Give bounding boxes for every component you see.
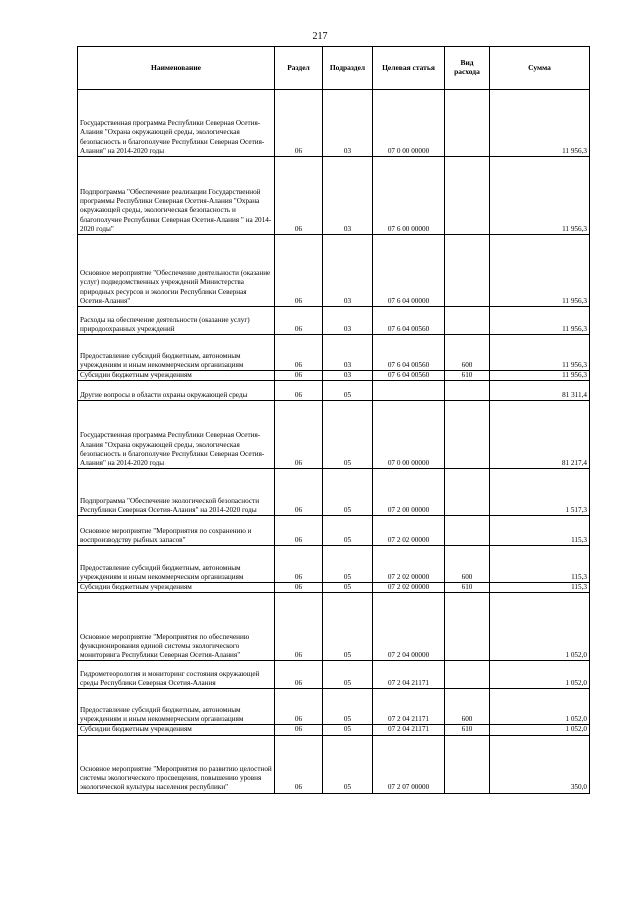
cell-expense-type: 610: [445, 583, 490, 593]
cell-name: Субсидии бюджетным учреждениям: [78, 371, 275, 381]
cell-name: Субсидии бюджетным учреждениям: [78, 725, 275, 735]
cell-sum: 11 956,3: [490, 157, 590, 235]
cell-expense-type: [445, 307, 490, 335]
cell-section: 06: [275, 401, 323, 469]
cell-name: Основное мероприятие "Обеспечение деятельности (оказание услуг) подведомственных учреждений Министерства природных ресурсов и экологии Республики Северная Осетия-Алания": [78, 235, 275, 307]
table-row: [78, 546, 590, 583]
cell-name: Основное мероприятие "Мероприятия по развитию целостной системы экологического просвещения, повышению уровня экологической культуры населения республики": [78, 735, 275, 793]
cell-sum: 11 956,3: [490, 90, 590, 157]
cell-name: Субсидии бюджетным учреждениям: [78, 583, 275, 593]
cell-subsection: 05: [323, 381, 373, 401]
cell-name: Основное мероприятие "Мероприятия по сохранению и воспроизводству рыбных запасов": [78, 516, 275, 546]
cell-subsection: 05: [323, 735, 373, 793]
cell-subsection: 05: [323, 469, 373, 516]
cell-sum: 1 052,0: [490, 593, 590, 661]
table-header-row: [78, 47, 590, 90]
cell-expense-type: 600: [445, 546, 490, 583]
table-row: [78, 516, 590, 546]
table-row: [78, 593, 590, 661]
cell-section: 06: [275, 661, 323, 689]
cell-expense-type: 600: [445, 335, 490, 371]
cell-section: 06: [275, 583, 323, 593]
cell-target: 07 0 00 00000: [373, 401, 445, 469]
cell-sum: 1 052,0: [490, 725, 590, 735]
cell-subsection: 03: [323, 307, 373, 335]
cell-target: 07 2 04 21171: [373, 725, 445, 735]
cell-target: 07 6 04 00000: [373, 235, 445, 307]
cell-name: Государственная программа Республики Северная Осетия-Алания "Охрана окружающей среды, экологическая безопасность и благополучие Республики Северная Осетия-Алания" на 2014-2020 годы: [78, 90, 275, 157]
table-row: [78, 90, 590, 157]
table-row: [78, 583, 590, 593]
cell-target: 07 2 04 00000: [373, 593, 445, 661]
cell-sum: 11 956,3: [490, 235, 590, 307]
cell-name: Другие вопросы в области охраны окружающей среды: [78, 381, 275, 401]
header-sum: Сумма: [490, 47, 590, 90]
cell-target: 07 6 04 00560: [373, 371, 445, 381]
cell-expense-type: [445, 661, 490, 689]
cell-subsection: 03: [323, 157, 373, 235]
header-subsection: Подраздел: [323, 47, 373, 90]
cell-expense-type: 600: [445, 689, 490, 725]
cell-subsection: 03: [323, 335, 373, 371]
cell-expense-type: 610: [445, 725, 490, 735]
table-row: [78, 661, 590, 689]
cell-section: 06: [275, 469, 323, 516]
cell-expense-type: [445, 90, 490, 157]
cell-name: Предоставление субсидий бюджетным, автономным учреждениям и иным некоммерческим организациям: [78, 546, 275, 583]
table-row: [78, 371, 590, 381]
table-row: [78, 689, 590, 725]
cell-section: 06: [275, 381, 323, 401]
header-expense-type: Вид расхода: [445, 47, 490, 90]
cell-section: 06: [275, 90, 323, 157]
cell-name: Гидрометеорология и мониторинг состояния окружающей среды Республики Северная Осетия-Алания: [78, 661, 275, 689]
cell-sum: 1 517,3: [490, 469, 590, 516]
table-row: [78, 235, 590, 307]
cell-sum: 81 217,4: [490, 401, 590, 469]
table-row: [78, 157, 590, 235]
header-section: Раздел: [275, 47, 323, 90]
cell-section: 06: [275, 335, 323, 371]
cell-subsection: 03: [323, 235, 373, 307]
cell-sum: 115,3: [490, 516, 590, 546]
budget-table: [77, 46, 590, 794]
table-row: [78, 725, 590, 735]
cell-section: 06: [275, 593, 323, 661]
cell-name: Подпрограмма "Обеспечение реализации Государственной программы Республики Северная Осетия-Алания "Охрана окружающей среды, экологическая безопасность и благополучие Республики Северная Осетия-Алания " на 2014-2020 годы": [78, 157, 275, 235]
cell-sum: 1 052,0: [490, 689, 590, 725]
cell-expense-type: [445, 401, 490, 469]
cell-target: 07 2 02 00000: [373, 583, 445, 593]
cell-target: 07 2 02 00000: [373, 516, 445, 546]
cell-expense-type: [445, 516, 490, 546]
cell-sum: 350,0: [490, 735, 590, 793]
table-row: [78, 335, 590, 371]
cell-section: 06: [275, 725, 323, 735]
cell-expense-type: 610: [445, 371, 490, 381]
cell-subsection: 05: [323, 516, 373, 546]
cell-target: 07 2 04 21171: [373, 689, 445, 725]
cell-name: Предоставление субсидий бюджетным, автономным учреждениям и иным некоммерческим организациям: [78, 335, 275, 371]
cell-expense-type: [445, 593, 490, 661]
cell-sum: 11 956,3: [490, 335, 590, 371]
cell-expense-type: [445, 735, 490, 793]
cell-name: Государственная программа Республики Северная Осетия-Алания "Охрана окружающей среды, экологическая безопасность и благополучие Республики Северная Осетия-Алания" на 2014-2020 годы: [78, 401, 275, 469]
table-row: [78, 381, 590, 401]
cell-subsection: 05: [323, 401, 373, 469]
cell-subsection: 05: [323, 546, 373, 583]
cell-subsection: 03: [323, 371, 373, 381]
cell-target: 07 0 00 00000: [373, 90, 445, 157]
cell-sum: 1 052,0: [490, 661, 590, 689]
table-body: [78, 90, 590, 794]
cell-subsection: 05: [323, 661, 373, 689]
page-number: 217: [312, 31, 328, 42]
cell-target: 07 2 07 00000: [373, 735, 445, 793]
cell-sum: 115,3: [490, 583, 590, 593]
cell-target: 07 2 04 21171: [373, 661, 445, 689]
cell-target: 07 6 04 00560: [373, 335, 445, 371]
table-row: [78, 469, 590, 516]
cell-subsection: 05: [323, 583, 373, 593]
cell-target: 07 6 04 00560: [373, 307, 445, 335]
cell-sum: 115,3: [490, 546, 590, 583]
table-row: [78, 307, 590, 335]
cell-section: 06: [275, 371, 323, 381]
cell-section: 06: [275, 235, 323, 307]
cell-sum: 81 311,4: [490, 381, 590, 401]
cell-section: 06: [275, 689, 323, 725]
cell-target: 07 6 00 00000: [373, 157, 445, 235]
cell-subsection: 03: [323, 90, 373, 157]
cell-target: 07 2 02 00000: [373, 546, 445, 583]
cell-name: Предоставление субсидий бюджетным, автономным учреждениям и иным некоммерческим организациям: [78, 689, 275, 725]
header-name: Наименование: [78, 47, 275, 90]
cell-expense-type: [445, 235, 490, 307]
cell-section: 06: [275, 516, 323, 546]
cell-target: [373, 381, 445, 401]
cell-subsection: 05: [323, 689, 373, 725]
cell-subsection: 05: [323, 725, 373, 735]
cell-section: 06: [275, 307, 323, 335]
cell-section: 06: [275, 546, 323, 583]
cell-sum: 11 956,3: [490, 371, 590, 381]
cell-section: 06: [275, 157, 323, 235]
cell-subsection: 05: [323, 593, 373, 661]
cell-name: Основное мероприятие "Мероприятия по обеспечению функционирования единой системы экологического мониторинга Республики Северная Осетия-Алания": [78, 593, 275, 661]
cell-target: 07 2 00 00000: [373, 469, 445, 516]
cell-sum: 11 956,3: [490, 307, 590, 335]
cell-name: Расходы на обеспечение деятельности (оказание услуг) природоохранных учреждений: [78, 307, 275, 335]
cell-name: Подпрограмма "Обеспечение экологической безопасности Республики Северная Осетия-Алания" на 2014-2020 годы: [78, 469, 275, 516]
table-row: [78, 401, 590, 469]
cell-section: 06: [275, 735, 323, 793]
table-row: [78, 735, 590, 793]
header-target: Целевая статья: [373, 47, 445, 90]
cell-expense-type: [445, 381, 490, 401]
cell-expense-type: [445, 469, 490, 516]
cell-expense-type: [445, 157, 490, 235]
